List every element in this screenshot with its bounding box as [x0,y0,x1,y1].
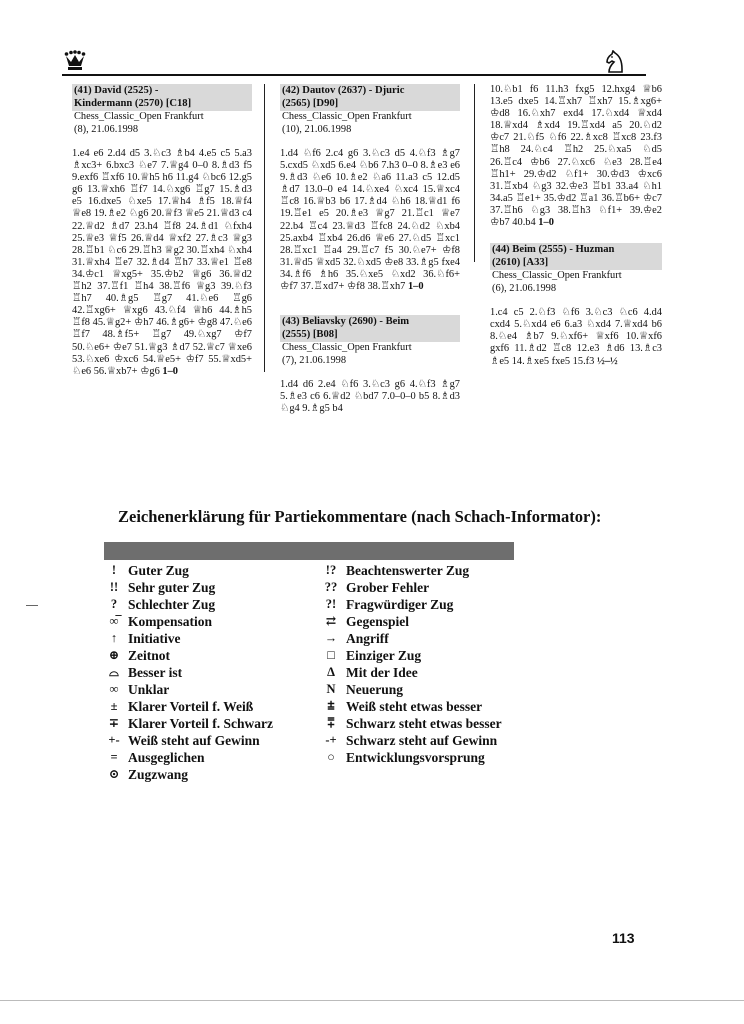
game-header-line: (44) Beim (2555) - Huzman [492,244,615,256]
game-header-line: (2555) [B08] [282,328,338,340]
legend-symbol: N [326,682,336,696]
legend-text: Weiß steht auf Gewinn [128,733,260,748]
legend-symbol: ?? [324,580,338,594]
game-moves [490,307,662,367]
game-header-line: (42) Dautov (2637) - Djuric [282,85,405,96]
game-header [72,84,252,111]
legend-symbol: ∓ [108,716,120,730]
legend-text: Initiative [128,631,181,646]
legend-symbol: ↑ [110,631,118,645]
game-header [280,84,460,111]
game-result: ½–½ [596,355,618,367]
legend-symbol: □ [327,648,335,662]
legend-symbol: ∞ [109,682,119,696]
legend-row [100,613,540,630]
game-round: (8), 21.06.1998 [74,123,139,135]
legend-text: Besser ist [128,665,183,680]
game-result: 1–0 [538,217,554,229]
legend-row [100,715,540,732]
legend-symbol: ? [110,597,118,611]
footer-rule [0,1000,744,1001]
game-event: Chess_Classic_Open Frankfurt [282,342,412,354]
game-moves [72,148,252,378]
legend-text: Zeitnot [128,648,170,663]
legend-row [100,749,540,766]
moves-text: 1.d4 d6 2.e4 ♘f6 3.♘c3 g6 4.♘f3 ♗g7 5.♗e3 c6 6.♕d2 ♘bd7 7.0–0–0 b5 8.♗d3 ♘g4 9.♗g5 b4 [280,379,460,415]
legend-row [100,630,540,647]
legend-text: Weiß steht etwas besser [346,699,483,714]
game-result: 1–0 [162,365,178,377]
queen-icon [64,50,86,72]
game-header-line: (41) David (2525) - [74,85,159,96]
legend-text: Neuerung [346,682,403,697]
legend-symbol: !? [325,563,337,577]
legend-text: Sehr guter Zug [128,580,216,595]
legend-text: Zugzwang [128,767,189,782]
knight-icon [604,50,626,74]
header-rule [62,74,646,76]
legend-text: Mit der Idee [346,665,418,680]
margin-mark [26,605,38,606]
legend-text: Klarer Vorteil f. Schwarz [128,716,273,731]
legend-header-bar [104,542,514,560]
legend-text: Schwarz steht etwas besser [346,716,502,731]
legend-symbol: = [110,750,118,764]
legend-row [100,681,540,698]
legend-text: Guter Zug [128,563,189,578]
legend-symbol: ⩲ [327,699,335,713]
legend-title: Zeichenerklärung für Partiekommentare (nach Schach-Informator): [118,507,602,526]
legend-symbol: -+ [325,733,337,747]
legend-row [100,664,540,681]
legend-text: Unklar [128,682,170,697]
game-header-line: (2565) [D90] [282,97,339,109]
legend-row [100,647,540,664]
legend-text: Gegenspiel [346,614,409,629]
moves-text: 10.♘b1 f6 11.h3 fxg5 12.hxg4 ♕b6 13.e5 dxe5 14.♖xh7 ♖xh7 15.♗xg6+ ♔d8 16.♘xh7 exd4 17.♘xd4 ♕xd4 18.♕xd4 ♗xd4 19.♖xd4 a5 20.♘d2 ♔c7 21.♘f5 ♘f6 22.♗xc8 ♖xc8 23.f3 ♖h8 24.♘c4 ♖h2 25.♘xa5 ♘d5 26.♖c4 ♔b6 27.♘xc6 ♘e3 28.♖e4 ♖h1+ 29.♔d2 ♘f1+ 30.♔d3 ♔xc6 31.♖xb4 ♘g3 32.♔e3 ♖b1 33.a4 ♘h1 34.a5 ♖e1+ 35.♔d2 ♖a1 36.♖b6+ ♔c7 37.♖h6 ♘g3 38.♖h3 ♘f1+ 39.♔e2 ♔b7 40.b4 [490,84,662,229]
game-header [280,315,460,342]
legend-text: Entwicklungsvorsprung [346,750,485,765]
legend-text: Angriff [346,631,389,646]
game-event: Chess_Classic_Open Frankfurt [74,111,204,123]
legend-symbol: ?! [325,597,337,611]
legend-text: Einziger Zug [346,648,422,663]
legend-symbol: ⩱ [327,716,335,730]
legend-text: Ausgeglichen [128,750,205,765]
legend-text: Beachtenswerter Zug [346,563,470,578]
game-result: 1–0 [407,281,424,293]
legend-symbol: Δ [327,665,335,679]
game-moves [490,84,662,229]
legend-symbol: → [324,631,338,645]
moves-text: 1.c4 c5 2.♘f3 ♘f6 3.♘c3 ♘c6 4.d4 cxd4 5.♘xd4 e6 6.a3 ♘xd4 7.♕xd4 b6 8.♘e4 ♗b7 9.♘xf6+ ♕xf6 10.♕xf6 gxf6 11.♗d2 ♖c8 12.e3 ♗d6 13.♗c3 ♗e5 14.♗xe5 fxe5 15.f3 [490,307,662,367]
legend-row [100,596,540,613]
game-event: Chess_Classic_Open Frankfurt [282,111,412,123]
legend-symbol: ⇄ [325,614,337,628]
legend-row [100,766,540,783]
legend-symbol: ○ [327,750,335,764]
legend-text: Klarer Vorteil f. Weiß [128,699,254,714]
legend-text: Schwarz steht auf Gewinn [346,733,498,748]
game-event: Chess_Classic_Open Frankfurt [492,270,622,282]
legend-text: Fragwürdiger Zug [346,597,454,612]
legend-row [100,732,540,749]
column-divider [264,84,265,372]
column-3 [490,84,662,382]
game-moves [280,379,460,415]
legend-table [100,562,540,783]
game-42 [280,84,460,293]
legend-symbol: !! [109,580,119,594]
legend-text: Grober Fehler [346,580,430,595]
legend-symbol: ⊕ [108,648,120,662]
moves-text: 1.e4 e6 2.d4 d5 3.♘c3 ♗b4 4.e5 c5 5.a3 ♗xc3+ 6.bxc3 ♘e7 7.♕g4 0–0 8.♗d3 f5 9.exf6 ♖xf6 10.♕h5 h6 11.g4 ♘bc6 12.g5 g6 13.♕xh6 ♖f7 14.♘xg6 ♖g7 15.♗d3 e5 16.dxe5 ♘xe5 17.♕h4 ♗f5 18.♕f4 ♕e8 19.♗e2 ♘g6 20.♕f3 ♕e5 21.♕d3 c4 22.♕d2 ♗d7 23.h4 ♖f8 24.♗d1 ♘fxh4 25.♕e3 ♕f5 26.♕d4 ♕xf2 27.♗c3 ♕g3 28.♖b1 ♘c6 29.♖h3 ♕g2 30.♖xh4 ♘xh4 31.♕xh4 ♖e7 32.♗d4 ♖h7 33.♕e1 ♖e8 34.♔c1 ♕xg5+ 35.♔b2 ♕g6 36.♕d2 ♖h2 37.♖f1 ♖h4 38.♖f6 ♕g3 39.♘f3 ♖h7 40.♗g5 ♖g7 41.♘e6 ♖g6 42.♖xg6+ ♕xg6 43.♘f4 ♕h6 44.♗h5 ♖f8 45.♕g2+ ♔h7 46.♗g6+ ♔g8 47.♘e6 ♖f7 48.♗f5+ ♖g7 49.♘xg7 ♔f7 50.♘e6+ ♔e7 51.♕g3 ♗d7 52.♕c7 ♕xe6 53.♘xe6 ♔xc6 54.♕e5+ ♔f7 55.♕xd5+ ♘e6 56.♕xb7+ ♔g6 [72,148,252,377]
column-2 [280,84,460,429]
page-number: 113 [612,930,635,946]
legend-text: Schlechter Zug [128,597,216,612]
legend-symbol: ⌓ [109,665,119,679]
game-round: (7), 21.06.1998 [282,354,347,366]
game-header-line: Kindermann (2570) [C18] [74,97,192,109]
legend-text: Kompensation [128,614,213,629]
legend-symbol: ± [110,699,118,713]
column-1 [72,84,252,392]
game-header-line: (43) Beliavsky (2690) - Beim [282,316,410,328]
game-43-continued [490,84,662,229]
legend-symbol: +- [108,733,120,747]
legend-row [100,579,540,596]
column-divider [474,84,475,262]
game-41 [72,84,252,378]
game-header-line: (2610) [A33] [492,256,549,268]
game-moves [280,148,460,293]
legend-symbol: ⊙ [108,767,120,781]
game-43 [280,315,460,415]
legend-symbol: ∞̅ [109,614,119,628]
game-round: (10), 21.06.1998 [282,123,352,135]
game-44 [490,243,662,367]
game-header [490,243,662,270]
legend-row [100,698,540,715]
legend-symbol: ! [111,563,117,577]
legend-row [100,562,540,579]
moves-text: 1.d4 ♘f6 2.c4 g6 3.♘c3 d5 4.♘f3 ♗g7 5.cxd5 ♘xd5 6.e4 ♘b6 7.h3 0–0 8.♗e3 e6 9.♗d3 ♘e6 10.♗e2 ♘a6 11.a3 c5 12.d5 ♗d7 13.0–0 e4 14.♘xe4 ♘xc4 15.♕xc4 ♖c8 16.♕b3 b6 17.♗d4 ♘h6 18.♕d1 f6 19.♖e1 e5 20.♗e3 ♕g7 21.♖c1 ♕e7 22.b4 ♖c4 23.♕d3 ♖fc8 24.♘d2 ♘xb4 25.axb4 ♖xb4 26.d6 ♕e6 27.♘d5 ♖xc1 28.♖xc1 ♖a4 29.♖c7 f5 30.♘e7+ ♔f8 31.♕d5 ♕xd5 32.♘xd5 ♔e8 33.♗g5 fxe4 34.♗f6 ♗h6 35.♘xe5 ♘xd2 36.♘f6+ ♔f7 37.♖xd7+ ♔f8 38.♖xh7 [280,148,460,293]
game-round: (6), 21.06.1998 [492,282,557,294]
